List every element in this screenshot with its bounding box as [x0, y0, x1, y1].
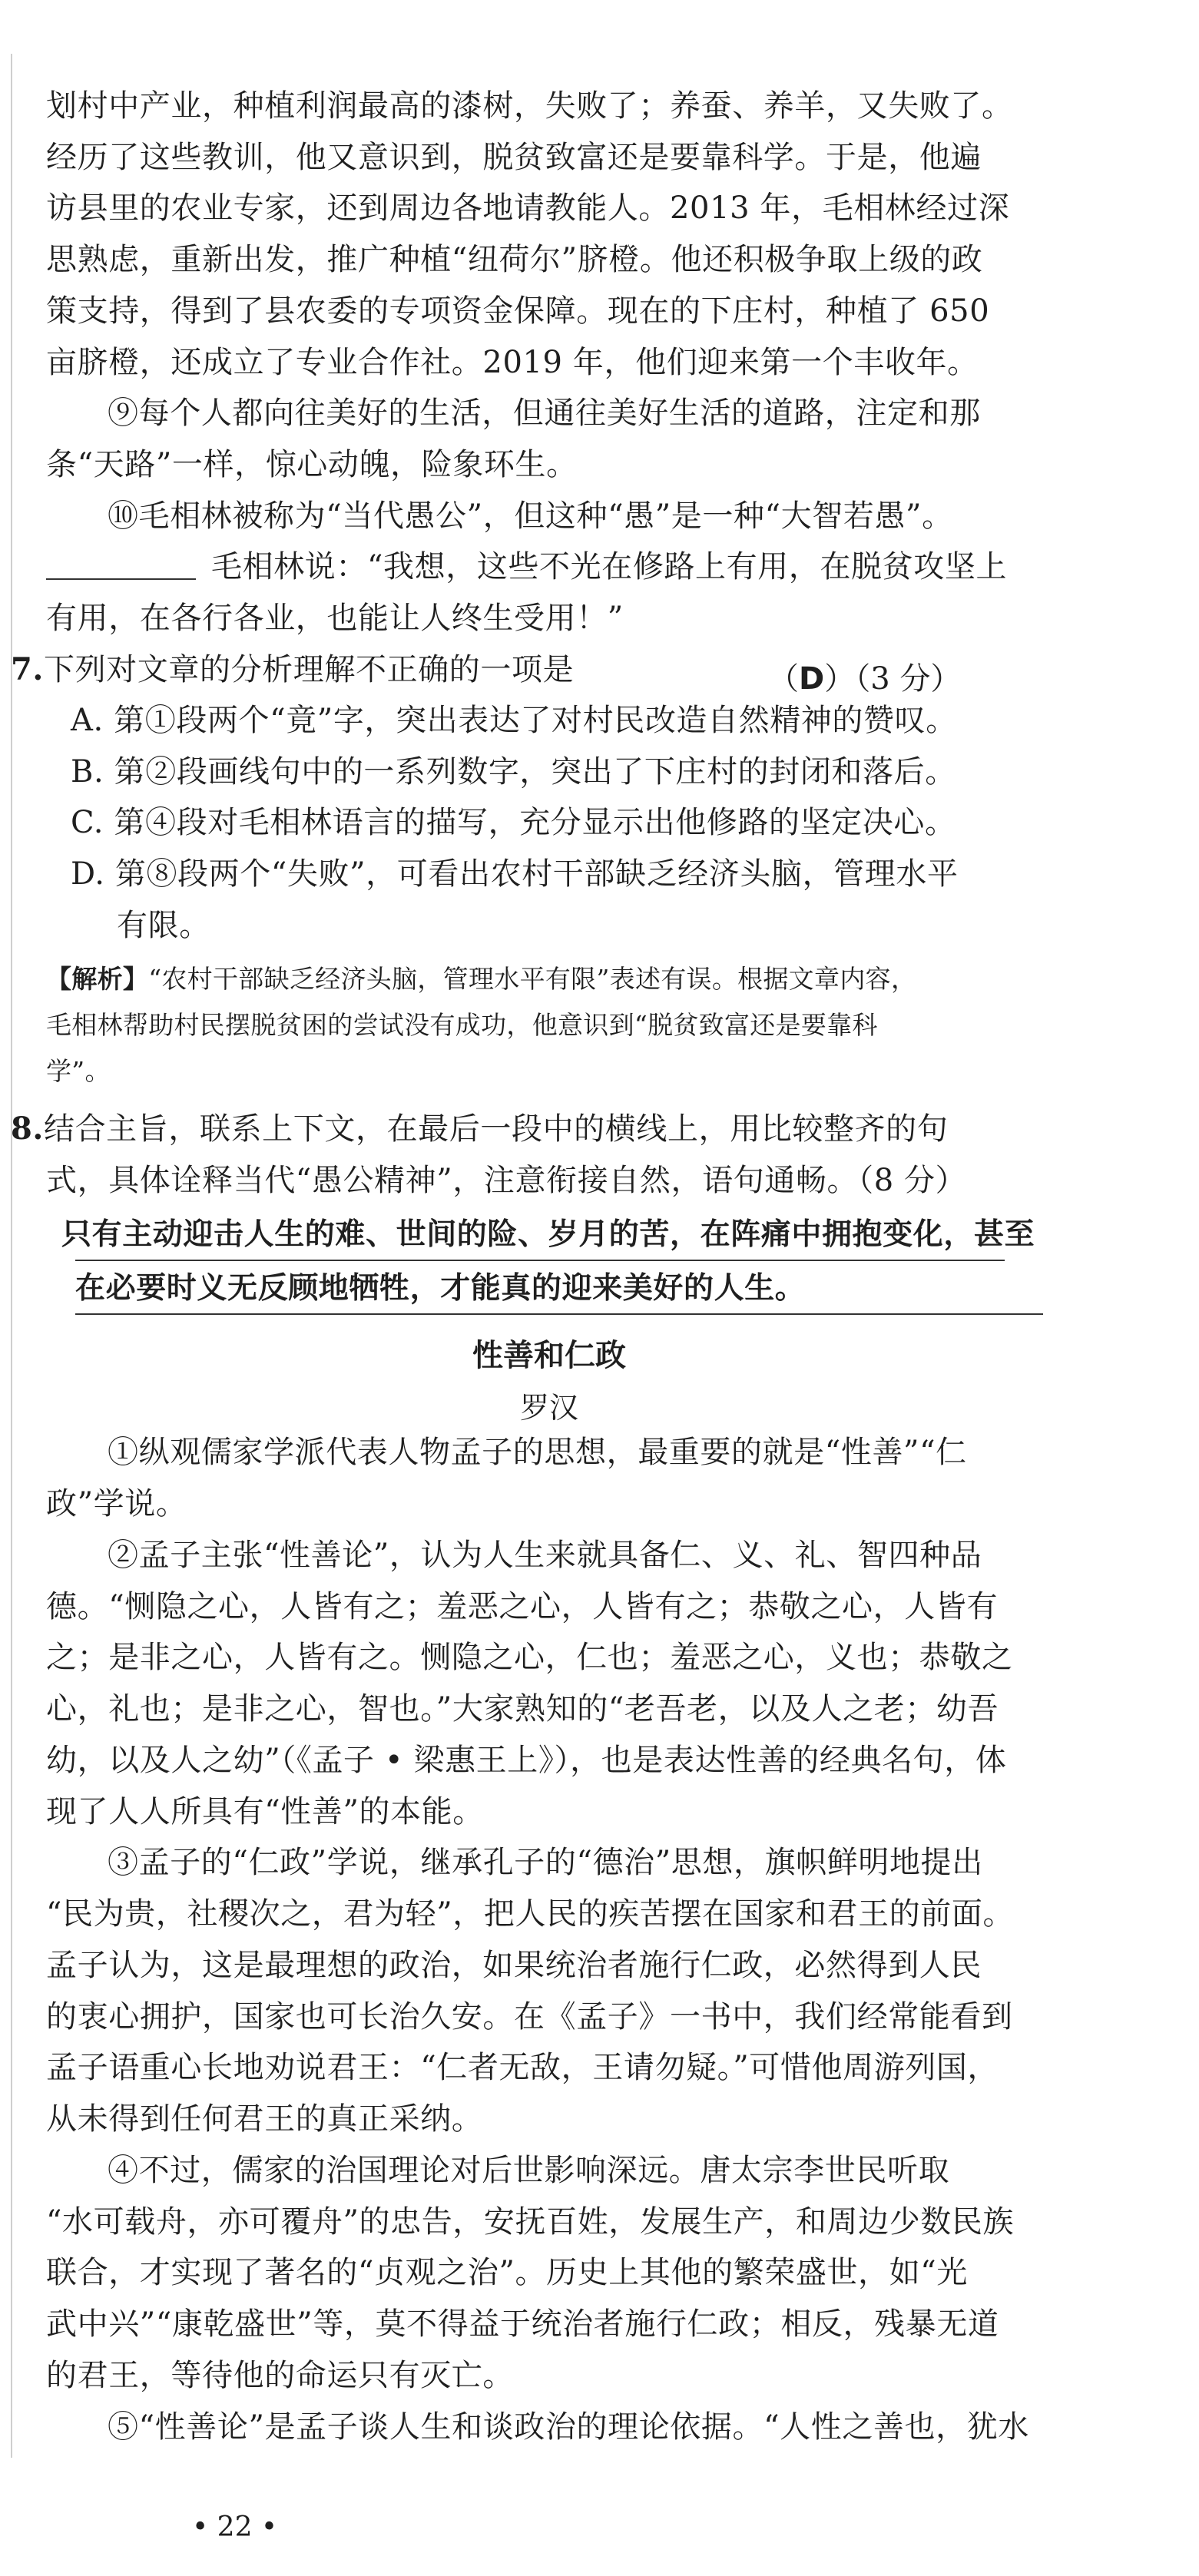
option-d-cont: 有限。 [117, 908, 210, 943]
text-line: 划村中产业，种植利润最高的漆树，失败了；养蚕、养羊，又失败了。 [46, 88, 1013, 124]
page-number: • 22 • [192, 2511, 278, 2543]
text-line: 从未得到任何君王的真正采纳。 [46, 2101, 483, 2137]
text-line: 孟子语重心长地劝说君王：“仁者无敌，王请勿疑。”可惜他周游列国， [46, 2050, 999, 2085]
text-line: 联合，才实现了著名的“贞观之治”。历史上其他的繁荣盛世，如“光 [46, 2255, 968, 2290]
analysis-line: 【解析】“农村干部缺乏经济头脑，管理水平有限”表述有误。根据文章内容， [46, 964, 917, 994]
question-text: 结合主旨，联系上下文，在最后一段中的横线上，用比较整齐的句 [43, 1111, 949, 1147]
question-7-stem [11, 651, 575, 687]
analysis-tag: 【解析】 [46, 964, 149, 994]
text-line: “水可载舟，亦可覆舟”的忠告，安抚百姓，发展生产，和周边少数民族 [46, 2204, 1015, 2240]
text-line: 德。“恻隐之心，人皆有之；羞恶之心，人皆有之；恭敬之心，人皆有 [46, 1589, 999, 1624]
question-text: 下列对文章的分析理解不正确的一项是 [43, 652, 575, 687]
text-line: 心，礼也；是非之心，智也。”大家熟知的“老吾老，以及人之老；幼吾 [46, 1691, 999, 1727]
text-line: 访县里的农业专家，还到周边各地请教能人。2013 年，毛相林经过深 [46, 190, 1010, 226]
paragraph-2: ②孟子主张“性善论”，认为人生来就具备仁、义、礼、智四种品 [108, 1538, 982, 1573]
text-line: 策支持，得到了县农委的专项资金保障。现在的下庄村，种植了 650 [46, 293, 990, 329]
text-line: 政”学说。 [46, 1486, 187, 1521]
option-a: A. 第①段两个“竟”字，突出表达了对村民改造自然精神的赞叹。 [71, 703, 957, 738]
text-line: 孟子认为，这是最理想的政治，如果统治者施行仁政，必然得到人民 [46, 1948, 982, 1983]
analysis-line: 毛相林帮助村民摆脱贫困的尝试没有成功，他意识到“脱贫致富还是要靠科 [46, 1010, 878, 1040]
paragraph-3: ③孟子的“仁政”学说，继承孔子的“德治”思想，旗帜鲜明地提出 [108, 1845, 983, 1880]
text-line: 条“天路”一样，惊心动魄，险象环生。 [46, 447, 578, 482]
question-8-stem-cont: 式，具体诠释当代“愚公精神”，注意衔接自然，语句通畅。（8 分） [46, 1163, 967, 1198]
text-line: “民为贵，社稷次之，君为轻”，把人民的疾苦摆在国家和君王的前面。 [46, 1896, 1015, 1932]
text-line: 之；是非之心，人皆有之。恻隐之心，仁也；羞恶之心，义也；恭敬之 [46, 1640, 1013, 1675]
text-line: 的衷心拥护，国家也可长治久安。在《孟子》一书中，我们经常能看到 [46, 1999, 1013, 2035]
text-line: 的君王，等待他的命运只有灭亡。 [46, 2358, 514, 2393]
option-c: C. 第④段对毛相林语言的描写，充分显示出他修路的坚定决心。 [71, 805, 956, 840]
fill-in-blank-line [46, 578, 196, 580]
answer-line: 只有主动迎击人生的难、世间的险、岁月的苦，在阵痛中拥抱变化，甚至 [61, 1217, 1035, 1252]
answer-letter: D [799, 661, 825, 697]
text-line: 幼，以及人之幼”（《孟子 • 梁惠王上》），也是表达性善的经典名句，体 [46, 1743, 1007, 1778]
answer-line: 在必要时义无反顾地牺牲，才能真的迎来美好的人生。 [75, 1271, 806, 1306]
text-line: 武中兴”“康乾盛世”等，莫不得益于统治者施行仁政；相反，残暴无道 [46, 2306, 999, 2342]
paragraph-4: ④不过，儒家的治国理论对后世影响深远。唐太宗李世民听取 [108, 2153, 950, 2188]
text-line: 亩脐橙，还成立了专业合作社。2019 年，他们迎来第一个丰收年。 [46, 345, 979, 380]
question-number: 7. [11, 651, 44, 687]
paragraph-9: ⑨每个人都向往美好的生活，但通往美好生活的道路，注定和那 [108, 396, 981, 431]
text-line: 有用，在各行各业，也能让人终生受用！” [46, 601, 624, 636]
option-b: B. 第②段画线句中的一系列数字，突出了下庄村的封闭和落后。 [71, 754, 956, 790]
answer-rule [75, 1313, 1043, 1315]
article-author: 罗汉 [519, 1391, 578, 1425]
answer-rule [75, 1260, 1005, 1261]
paragraph-10: ⑩毛相林被称为“当代愚公”，但这种“愚”是一种“大智若愚”。 [108, 498, 953, 534]
analysis-line: 学”。 [46, 1056, 111, 1086]
paragraph-1: ①纵观儒家学派代表人物孟子的思想，最重要的就是“性善”“仁 [108, 1435, 967, 1470]
option-d: D. 第⑧段两个“失败”，可看出农村干部缺乏经济头脑，管理水平 [71, 856, 959, 892]
margin-rule [11, 54, 12, 2458]
article-title: 性善和仁政 [472, 1338, 626, 1373]
text-line: 现了人人所具有“性善”的本能。 [46, 1794, 484, 1829]
text-line: 经历了这些教训，他又意识到，脱贫致富还是要靠科学。于是，他遍 [46, 140, 982, 175]
text-line: 毛相林说：“我想，这些不光在修路上有用，在脱贫攻坚上 [211, 549, 1008, 584]
question-number: 8. [11, 1111, 44, 1147]
paragraph-5: ⑤“性善论”是孟子谈人生和谈政治的理论依据。“人性之善也，犹水 [108, 2409, 1029, 2445]
question-8-stem [11, 1111, 949, 1147]
question-7-answer: （D）（3 分） [768, 661, 962, 697]
text-line: 思熟虑，重新出发，推广种植“纽荷尔”脐橙。他还积极争取上级的政 [46, 242, 983, 277]
